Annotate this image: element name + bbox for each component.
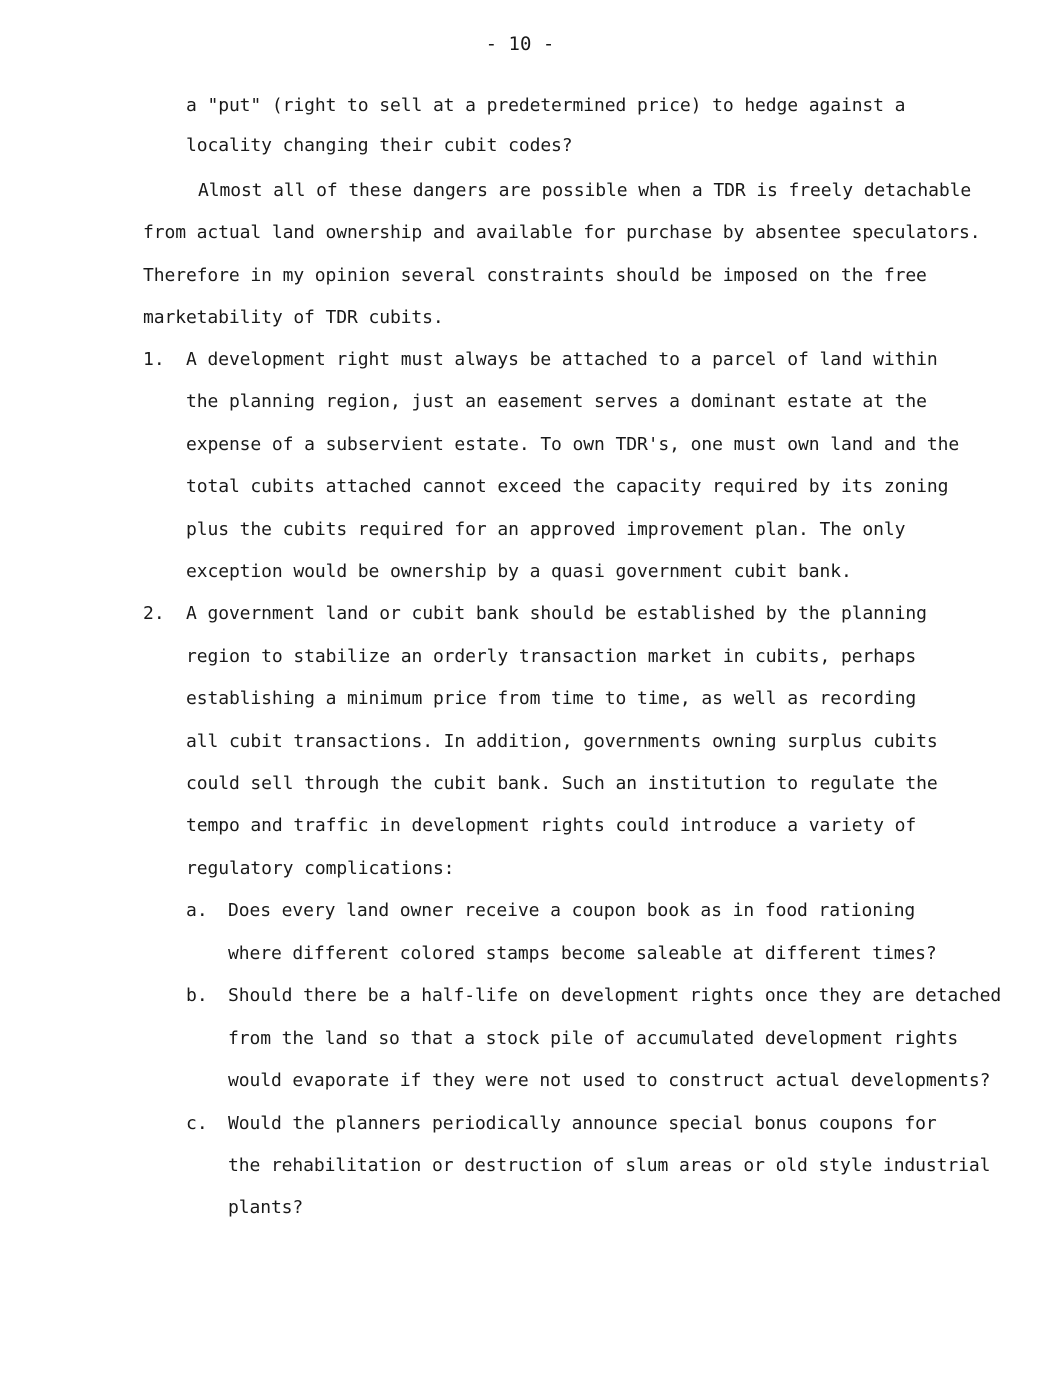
- paragraph-line: Therefore in my opinion several constraints should be imposed on the free: [143, 265, 927, 286]
- continuation-line: locality changing their cubit codes?: [186, 135, 573, 156]
- paragraph-line: Almost all of these dangers are possible when a TDR is freely detachable: [198, 180, 972, 201]
- subitem-line: from the land so that a stock pile of accumulated development rights: [228, 1028, 959, 1049]
- page-number: - 10 -: [485, 33, 555, 55]
- list-item-line: A government land or cubit bank should be established by the planning: [186, 603, 927, 624]
- list-item-line: total cubits attached cannot exceed the capacity required by its zoning: [186, 476, 949, 497]
- subitem-line: would evaporate if they were not used to construct actual developments?: [228, 1070, 991, 1091]
- subitem-line: the rehabilitation or destruction of slum areas or old style industrial: [228, 1155, 991, 1176]
- subitem-marker: a.: [186, 900, 208, 921]
- list-item-line: exception would be ownership by a quasi government cubit bank.: [186, 561, 852, 582]
- list-item-line: expense of a subservient estate. To own TDR's, one must own land and the: [186, 434, 960, 455]
- list-item-marker: 2.: [143, 603, 165, 624]
- subitem-line: Does every land owner receive a coupon book as in food rationing: [228, 900, 916, 921]
- continuation-line: a "put" (right to sell at a predetermined price) to hedge against a: [186, 95, 906, 116]
- subitem-line: where different colored stamps become saleable at different times?: [228, 943, 937, 964]
- list-item-line: the planning region, just an easement serves a dominant estate at the: [186, 391, 927, 412]
- list-item-line: A development right must always be attached to a parcel of land within: [186, 349, 938, 370]
- list-item-line: establishing a minimum price from time to time, as well as recording: [186, 688, 917, 709]
- list-item-line: tempo and traffic in development rights could introduce a variety of: [186, 815, 917, 836]
- paragraph-line: from actual land ownership and available for purchase by absentee speculators.: [143, 222, 981, 243]
- list-item-line: all cubit transactions. In addition, governments owning surplus cubits: [186, 731, 938, 752]
- list-item-line: plus the cubits required for an approved improvement plan. The only: [186, 519, 906, 540]
- list-item-marker: 1.: [143, 349, 165, 370]
- list-item-line: could sell through the cubit bank. Such an institution to regulate the: [186, 773, 938, 794]
- subitem-marker: c.: [186, 1113, 208, 1134]
- subitem-marker: b.: [186, 985, 208, 1006]
- paragraph-line: marketability of TDR cubits.: [143, 307, 444, 328]
- list-item-line: regulatory complications:: [186, 858, 455, 879]
- subitem-line: Should there be a half-life on development rights once they are detached: [228, 985, 1002, 1006]
- list-item-line: region to stabilize an orderly transaction market in cubits, perhaps: [186, 646, 917, 667]
- subitem-line: plants?: [228, 1197, 304, 1218]
- subitem-line: Would the planners periodically announce special bonus coupons for: [228, 1113, 937, 1134]
